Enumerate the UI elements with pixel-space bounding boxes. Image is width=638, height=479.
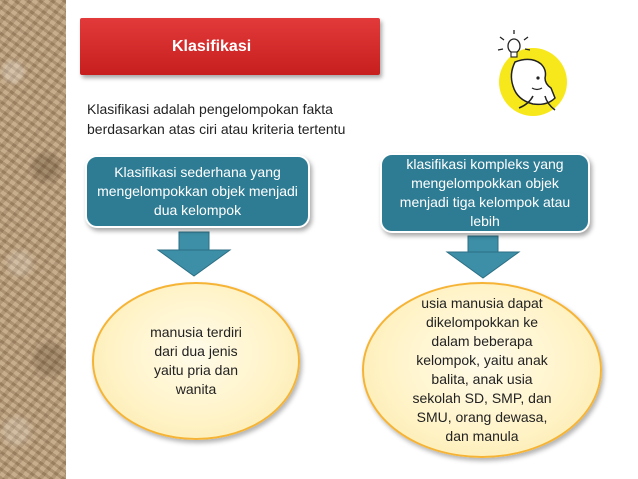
down-arrow-icon [447,236,519,278]
complex-classification-label: klasifikasi kompleks yang mengelompokkan objek menjadi tiga kelompok atau lebih [399,156,571,229]
down-arrow-icon [158,232,230,276]
definition-text: Klasifikasi adalah pengelompokan fakta berdasarkan atas ciri atau kriteria tertentu [87,101,346,137]
complex-classification-box [380,153,590,233]
complex-example-text: usia manusia dapat dikelompokkan ke dalam beberapa kelompok, yaitu anak balita, anak usia sekolah SD, SMP, dan SMU, orang dewasa, dan manula [412,295,552,444]
simple-classification-box [85,155,310,228]
lightbulb-thinker-icon [498,30,567,116]
simple-example-text: manusia terdiri dari dua jenis yaitu pria dan wanita [150,324,242,397]
page-title: Klasifikasi [172,38,252,55]
simple-example-ellipse [92,282,300,440]
simple-classification-label: Klasifikasi sederhana yang mengelompokkan objek menjadi dua kelompok [97,164,298,218]
complex-example-ellipse [362,282,602,458]
